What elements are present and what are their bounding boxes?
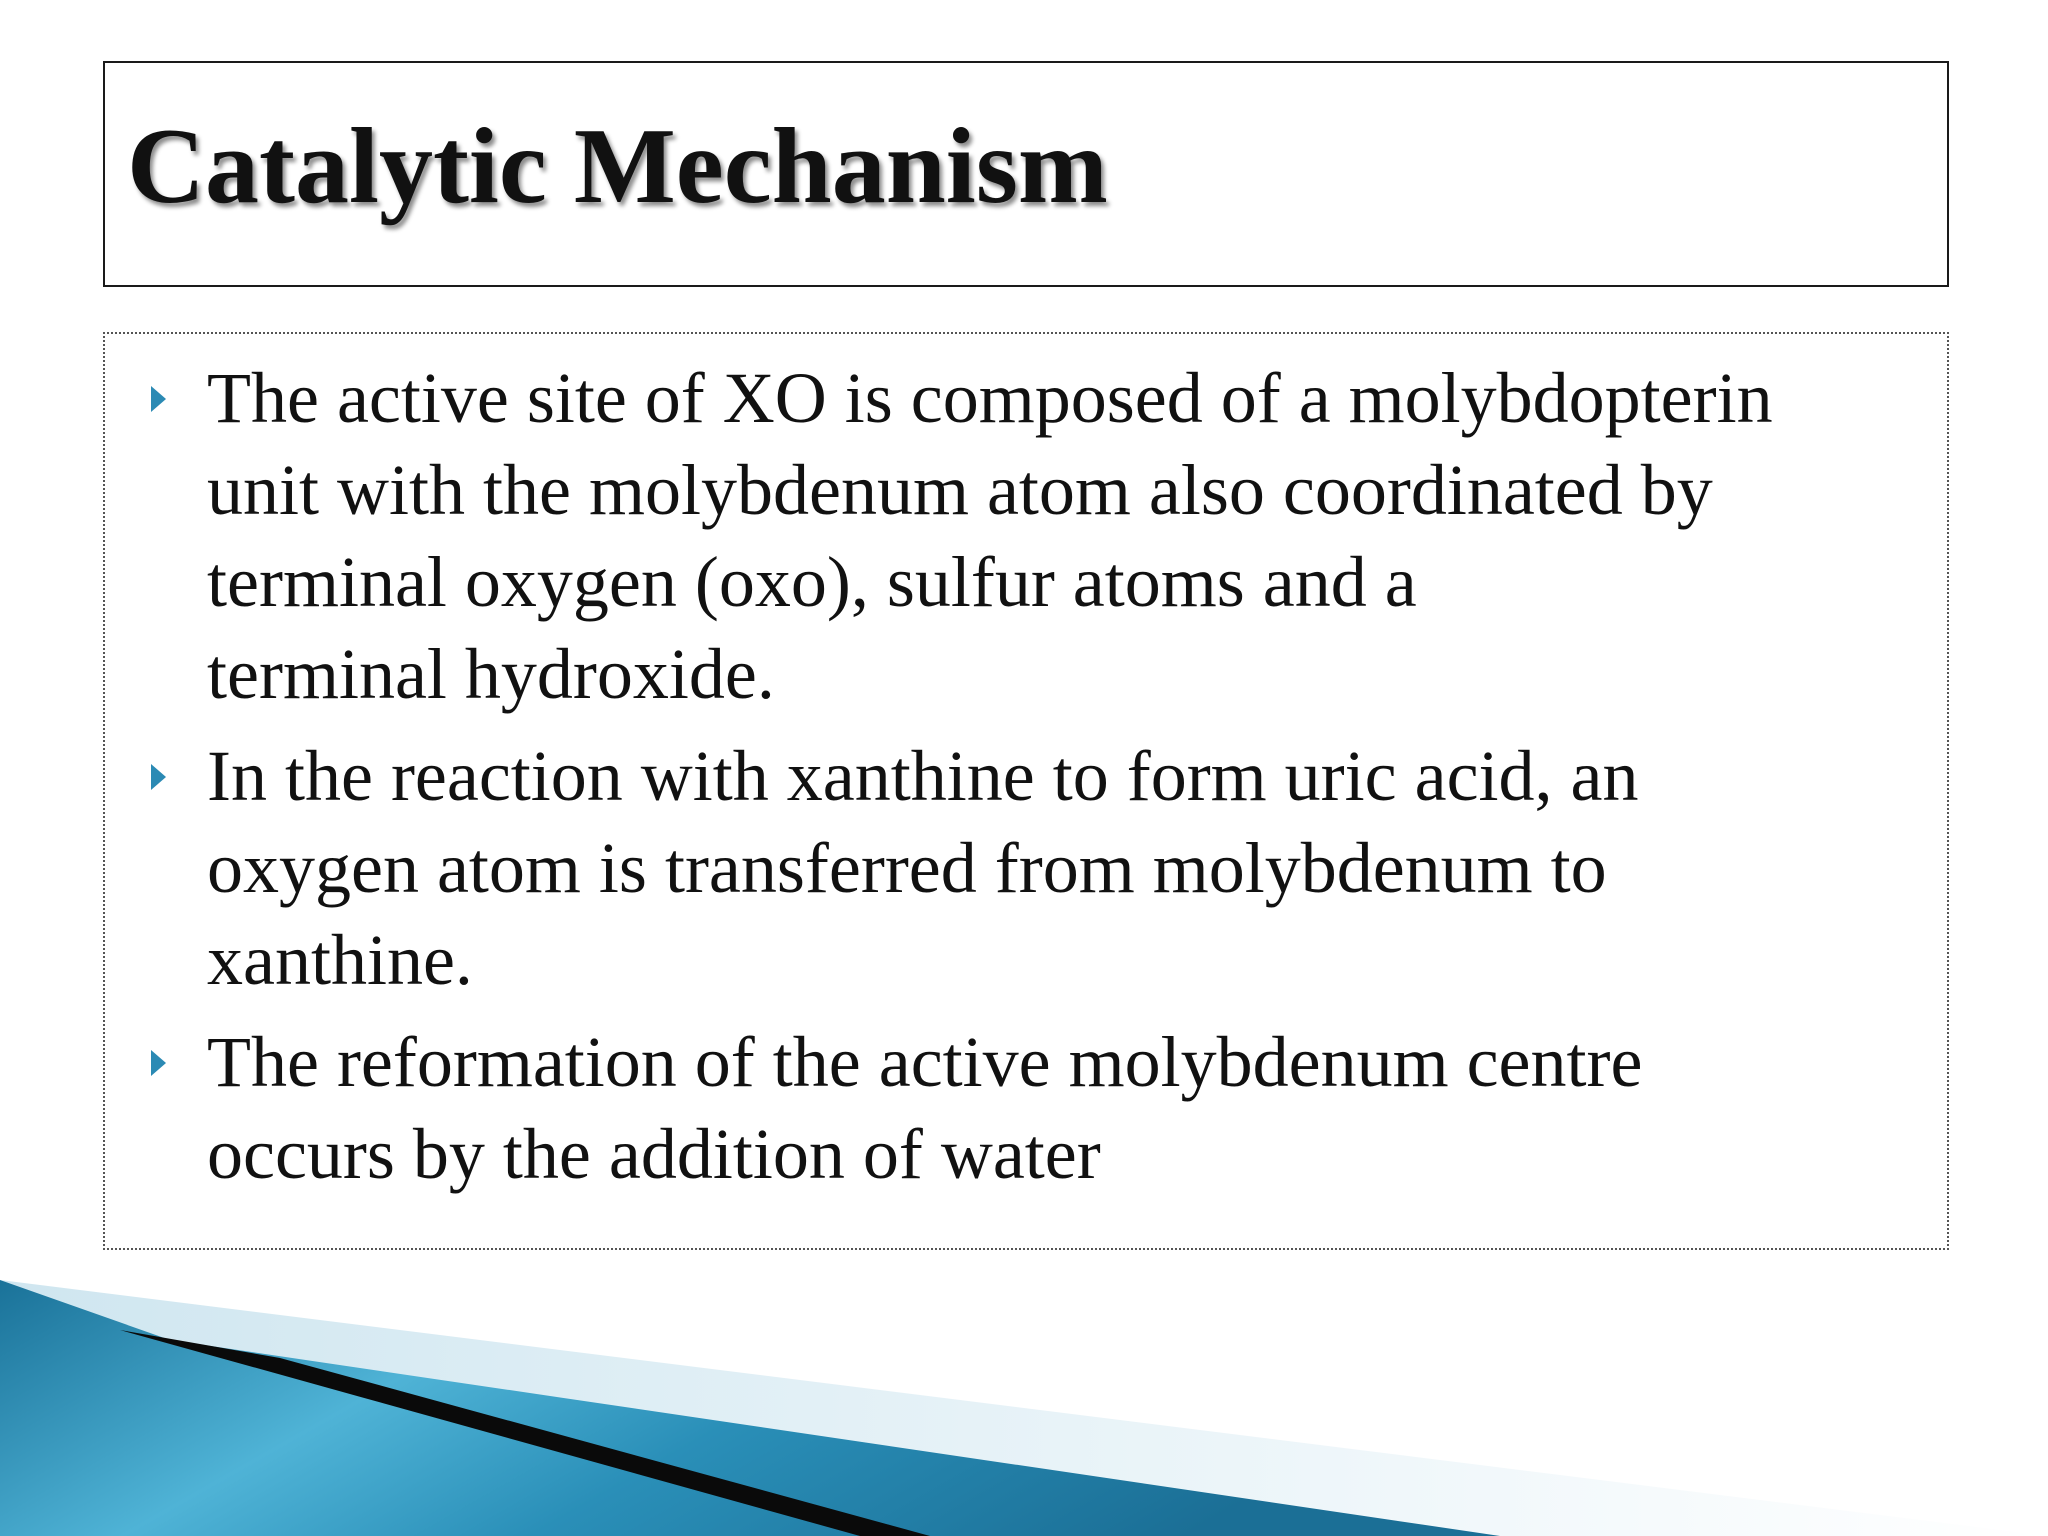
bullet-item-3 xyxy=(105,1016,1947,1200)
bullet-3-line-1: The reformation of the active molybdenum centre xyxy=(207,1022,1643,1102)
triangle-bullet-icon xyxy=(151,1050,166,1076)
bullet-list xyxy=(105,352,1947,1210)
content-box xyxy=(103,332,1949,1250)
bullet-2-line-3: xanthine. xyxy=(207,920,473,1000)
bullet-1-line-3: terminal oxygen (oxo), sulfur atoms and a xyxy=(207,542,1417,622)
triangle-bullet-icon xyxy=(151,386,166,412)
bullet-item-1 xyxy=(105,352,1947,720)
bullet-2-line-2: oxygen atom is transferred from molybdenum to xyxy=(207,828,1607,908)
bullet-1-line-1: The active site of XO is composed of a molybdopterin xyxy=(207,358,1773,438)
bullet-2-line-1: In the reaction with xanthine to form uric acid, an xyxy=(207,736,1639,816)
decorative-swoosh xyxy=(0,1280,2048,1536)
bullet-1-line-4: terminal hydroxide. xyxy=(207,634,775,714)
slide-title: Catalytic Mechanism xyxy=(127,107,1108,226)
triangle-bullet-icon xyxy=(151,764,166,790)
bullet-item-2 xyxy=(105,730,1947,1006)
bullet-1-line-2: unit with the molybdenum atom also coordinated by xyxy=(207,450,1713,530)
bullet-3-line-2: occurs by the addition of water xyxy=(207,1114,1101,1194)
title-box xyxy=(103,61,1949,287)
